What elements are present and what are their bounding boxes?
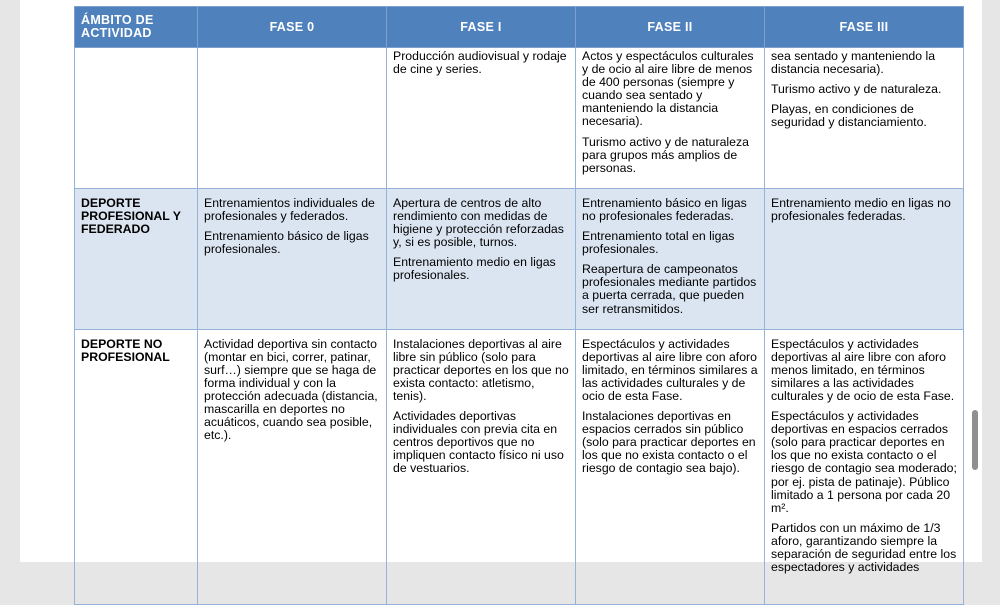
- row-label: DEPORTE PROFESIONAL Y FEDERADO: [75, 188, 198, 329]
- table-cell: [576, 188, 765, 329]
- header-row: [75, 7, 964, 48]
- cell-paragraph: Producción audiovisual y rodaje de cine y series.: [393, 49, 567, 77]
- cell-paragraph: Actividad deportiva sin contacto (montar en bici, correr, patinar, surf…) siempre que se haga de forma individual y con la protección adecuada (distancia, mascarilla en deportes no acuáticos, cuando sea posible, etc.).: [204, 336, 378, 443]
- cell-paragraph: Instalaciones deportivas al aire libre sin público (solo para practicar deportes en los que no exista contacto: atletismo, tenis).: [393, 336, 569, 403]
- cell-paragraph: Entrenamiento medio en ligas no profesionales federadas.: [771, 195, 951, 223]
- table-cell: [765, 188, 964, 329]
- table-cell: [765, 48, 964, 189]
- cell-paragraph: Espectáculos y actividades deportivas al aire libre con aforo limitado, en términos similares a las actividades culturales y de ocio de esta Fase.: [582, 336, 758, 403]
- table-cell: [198, 188, 387, 329]
- cell-paragraph: Turismo activo y de naturaleza para grupos más amplios de personas.: [582, 134, 749, 175]
- table-row: [75, 329, 964, 604]
- table-cell: [387, 48, 576, 189]
- row-label: [75, 48, 198, 189]
- document-page: [20, 0, 982, 575]
- cell-paragraph: Playas, en condiciones de seguridad y distanciamiento.: [771, 102, 927, 130]
- cell-paragraph: Apertura de centros de alto rendimiento con medidas de higiene y protección reforzadas y, si es posible, turnos.: [393, 195, 564, 250]
- header-fase-3: FASE III: [765, 7, 964, 48]
- header-fase-2: FASE II: [576, 7, 765, 48]
- header-fase-1: FASE I: [387, 7, 576, 48]
- table-cell: [576, 48, 765, 189]
- cell-paragraph: Espectáculos y actividades deportivas en espacios cerrados (solo para practicar deportes en los que no exista contacto o el riesgo de contagio sea moderado; por ej. pista de patinaje). Público limitado a 1 persona por cada 20 m².: [771, 409, 957, 515]
- table-cell: [387, 188, 576, 329]
- table-cell: [387, 329, 576, 604]
- header-fase-0: FASE 0: [198, 7, 387, 48]
- table-cell: [198, 329, 387, 604]
- cell-paragraph: Instalaciones deportivas en espacios cerrados sin público (solo para practicar deportes en los que no exista contacto o el riesgo de contagio sea bajo).: [582, 409, 756, 476]
- cell-paragraph: Entrenamientos individuales de profesionales y federados.: [204, 195, 375, 223]
- cell-paragraph: Partidos con un máximo de 1/3 aforo, garantizando siempre la separación de seguridad entre los espectadores y actividades: [771, 520, 957, 575]
- cell-paragraph: Entrenamiento total en ligas profesionales.: [582, 229, 735, 257]
- vertical-scrollbar[interactable]: [972, 410, 978, 470]
- cell-paragraph: Reapertura de campeonatos profesionales mediante partidos a puerta cerrada, que pueden ser retransmitidos.: [582, 262, 757, 316]
- cell-paragraph: sea sentado y manteniendo la distancia necesaria).: [771, 49, 936, 77]
- table-cell: [765, 329, 964, 604]
- table-row: [75, 48, 964, 189]
- table-cell: [576, 329, 765, 604]
- table-cell: [198, 48, 387, 189]
- cell-paragraph: Entrenamiento básico de ligas profesionales.: [204, 229, 369, 257]
- cell-paragraph: Turismo activo y de naturaleza.: [771, 82, 942, 97]
- header-ambito: ÁMBITO DE ACTIVIDAD: [75, 7, 198, 48]
- table-row: [75, 188, 964, 329]
- cell-paragraph: Actividades deportivas individuales con previa cita en centros deportivos que no impliquen contacto físico ni uso de vestuarios.: [393, 409, 564, 476]
- cell-paragraph: Espectáculos y actividades deportivas al aire libre con aforo menos limitado, en términos similares a las actividades culturales y de ocio de esta Fase.: [771, 336, 955, 403]
- cell-paragraph: Actos y espectáculos culturales y de ocio al aire libre de menos de 400 personas (siempre y cuando sea sentado y manteniendo la distancia necesaria).: [582, 49, 754, 129]
- phases-table: [74, 6, 964, 605]
- cell-paragraph: Entrenamiento medio en ligas profesionales.: [393, 255, 556, 283]
- row-label: DEPORTE NO PROFESIONAL: [75, 329, 198, 604]
- cell-paragraph: Entrenamiento básico en ligas no profesionales federadas.: [582, 195, 747, 223]
